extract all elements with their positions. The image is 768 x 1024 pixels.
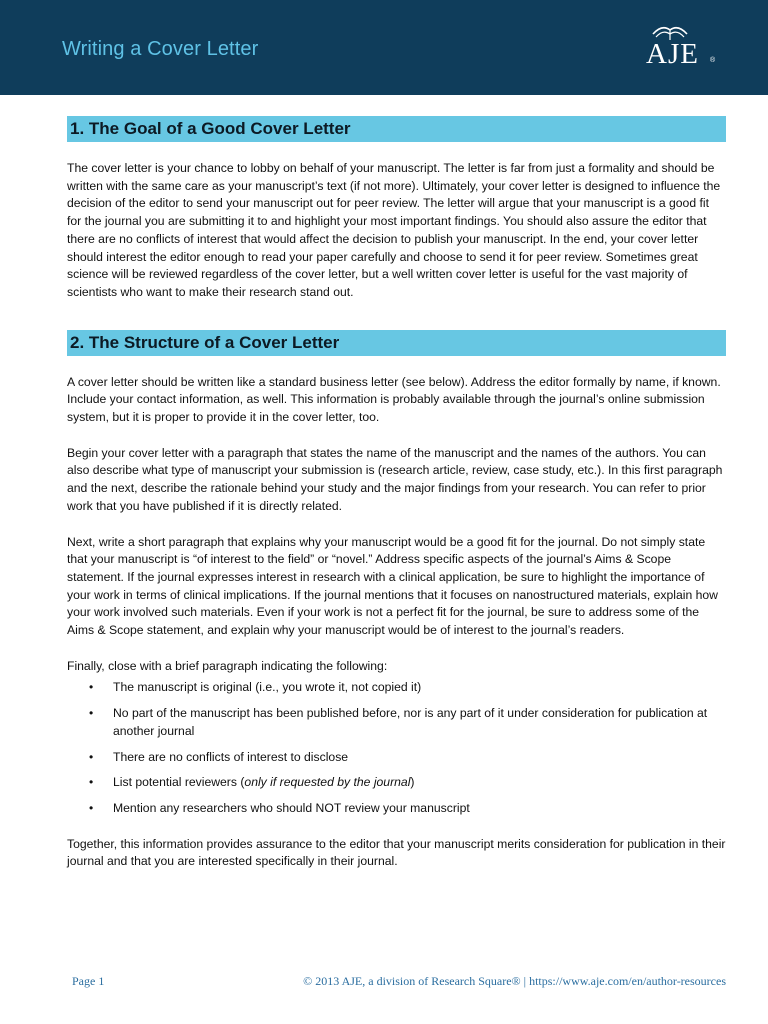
registered-mark: ® bbox=[710, 57, 716, 64]
paragraph-structure-2: Begin your cover letter with a paragraph that states the name of the manuscript and the names of the authors. You can also describe what type of manuscript your submission is (research article, review, case study, etc.). In this first paragraph and the next, describe the rationale behind your study and the major findings from your research. You can refer to prior work that you have published if it is directly related. bbox=[67, 445, 723, 513]
section-heading-structure: 2. The Structure of a Cover Letter bbox=[67, 330, 726, 356]
bullet-icon: • bbox=[89, 680, 94, 695]
logo-text: AJE bbox=[646, 38, 699, 70]
page-footer bbox=[72, 974, 726, 992]
list-item: • List potential reviewers (only if requested by the journal) bbox=[67, 774, 726, 792]
copyright-notice: © 2013 AJE, a division of Research Square® | https://www.aje.com/en/author-resources bbox=[303, 974, 726, 988]
paragraph-goal-text: The cover letter is your chance to lobby on behalf of your manuscript. The letter is far from just a formality and should be written with the same care as your manuscript’s text (if not more). Ultimately, your cover letter is designed to influence the decision of the editor to send your manuscript out for peer review. The letter will argue that your manuscript is a good fit for the journal you are submitting it to and highlight your most important findings. You should also assure the editor that there are no conflicts of interest that would affect the decision to publish your manuscript. In the end, your cover letter should interest the editor enough to read your paper carefully and choose to send it for peer review. Sometimes great science will be reviewed regardless of the cover letter, but a well written cover letter is useful for the vast majority of scientists who want to make their research stand out. bbox=[67, 161, 721, 299]
bullet-icon: • bbox=[89, 749, 94, 764]
page-header bbox=[0, 0, 768, 95]
list-item: • No part of the manuscript has been published before, nor is any part of it under consideration for publication at another journal bbox=[89, 706, 708, 738]
paragraph-structure-4: Finally, close with a brief paragraph indicating the following: bbox=[67, 658, 388, 673]
paragraph-structure-1: A cover letter should be written like a standard business letter (see below). Address the editor formally by name, if known. Include your contact information, as well. This information is probably available through the journal’s online submission system, but it is proper to provide it in the cover letter, too. bbox=[67, 374, 721, 425]
list-item: • Mention any researchers who should NOT review your manuscript bbox=[67, 800, 726, 818]
paragraph-goal bbox=[67, 160, 726, 302]
section-heading-goal: 1. The Goal of a Good Cover Letter bbox=[67, 116, 726, 142]
document-title: Writing a Cover Letter bbox=[62, 38, 259, 60]
paragraph-structure-3: Next, write a short paragraph that explains why your manuscript would be a good fit for the journal. Do not simply state that your manuscript is “of interest to the field” or “novel.” Address specific aspects of the journal’s Aims & Scope statement. If the journal expresses interest in research with a clinical application, be sure to highlight the importance of your work in terms of clinical implications. If the journal mentions that it focuses on nanostructured materials, explain how your work involved such materials. Even if your work is not a perfect fit for the journal, be sure to address some of the Aims & Scope statement, and explain why your manuscript would be of interest to the journal’s readers. bbox=[67, 534, 718, 638]
list-item: • There are no conflicts of interest to disclose bbox=[67, 749, 726, 767]
page-number: Page 1 bbox=[72, 974, 105, 988]
list-item: • The manuscript is original (i.e., you wrote it, not copied it) bbox=[67, 679, 726, 697]
paragraph-closing: Together, this information provides assurance to the editor that your manuscript merits consideration for publication in their journal and that you are interested specifically in their journal. bbox=[67, 836, 726, 869]
bullet-icon: • bbox=[89, 800, 94, 815]
aje-logo bbox=[640, 20, 720, 80]
main-content bbox=[67, 116, 726, 871]
closing-checklist bbox=[67, 679, 726, 817]
bullet-icon: • bbox=[89, 706, 94, 721]
bullet-icon: • bbox=[89, 775, 94, 790]
